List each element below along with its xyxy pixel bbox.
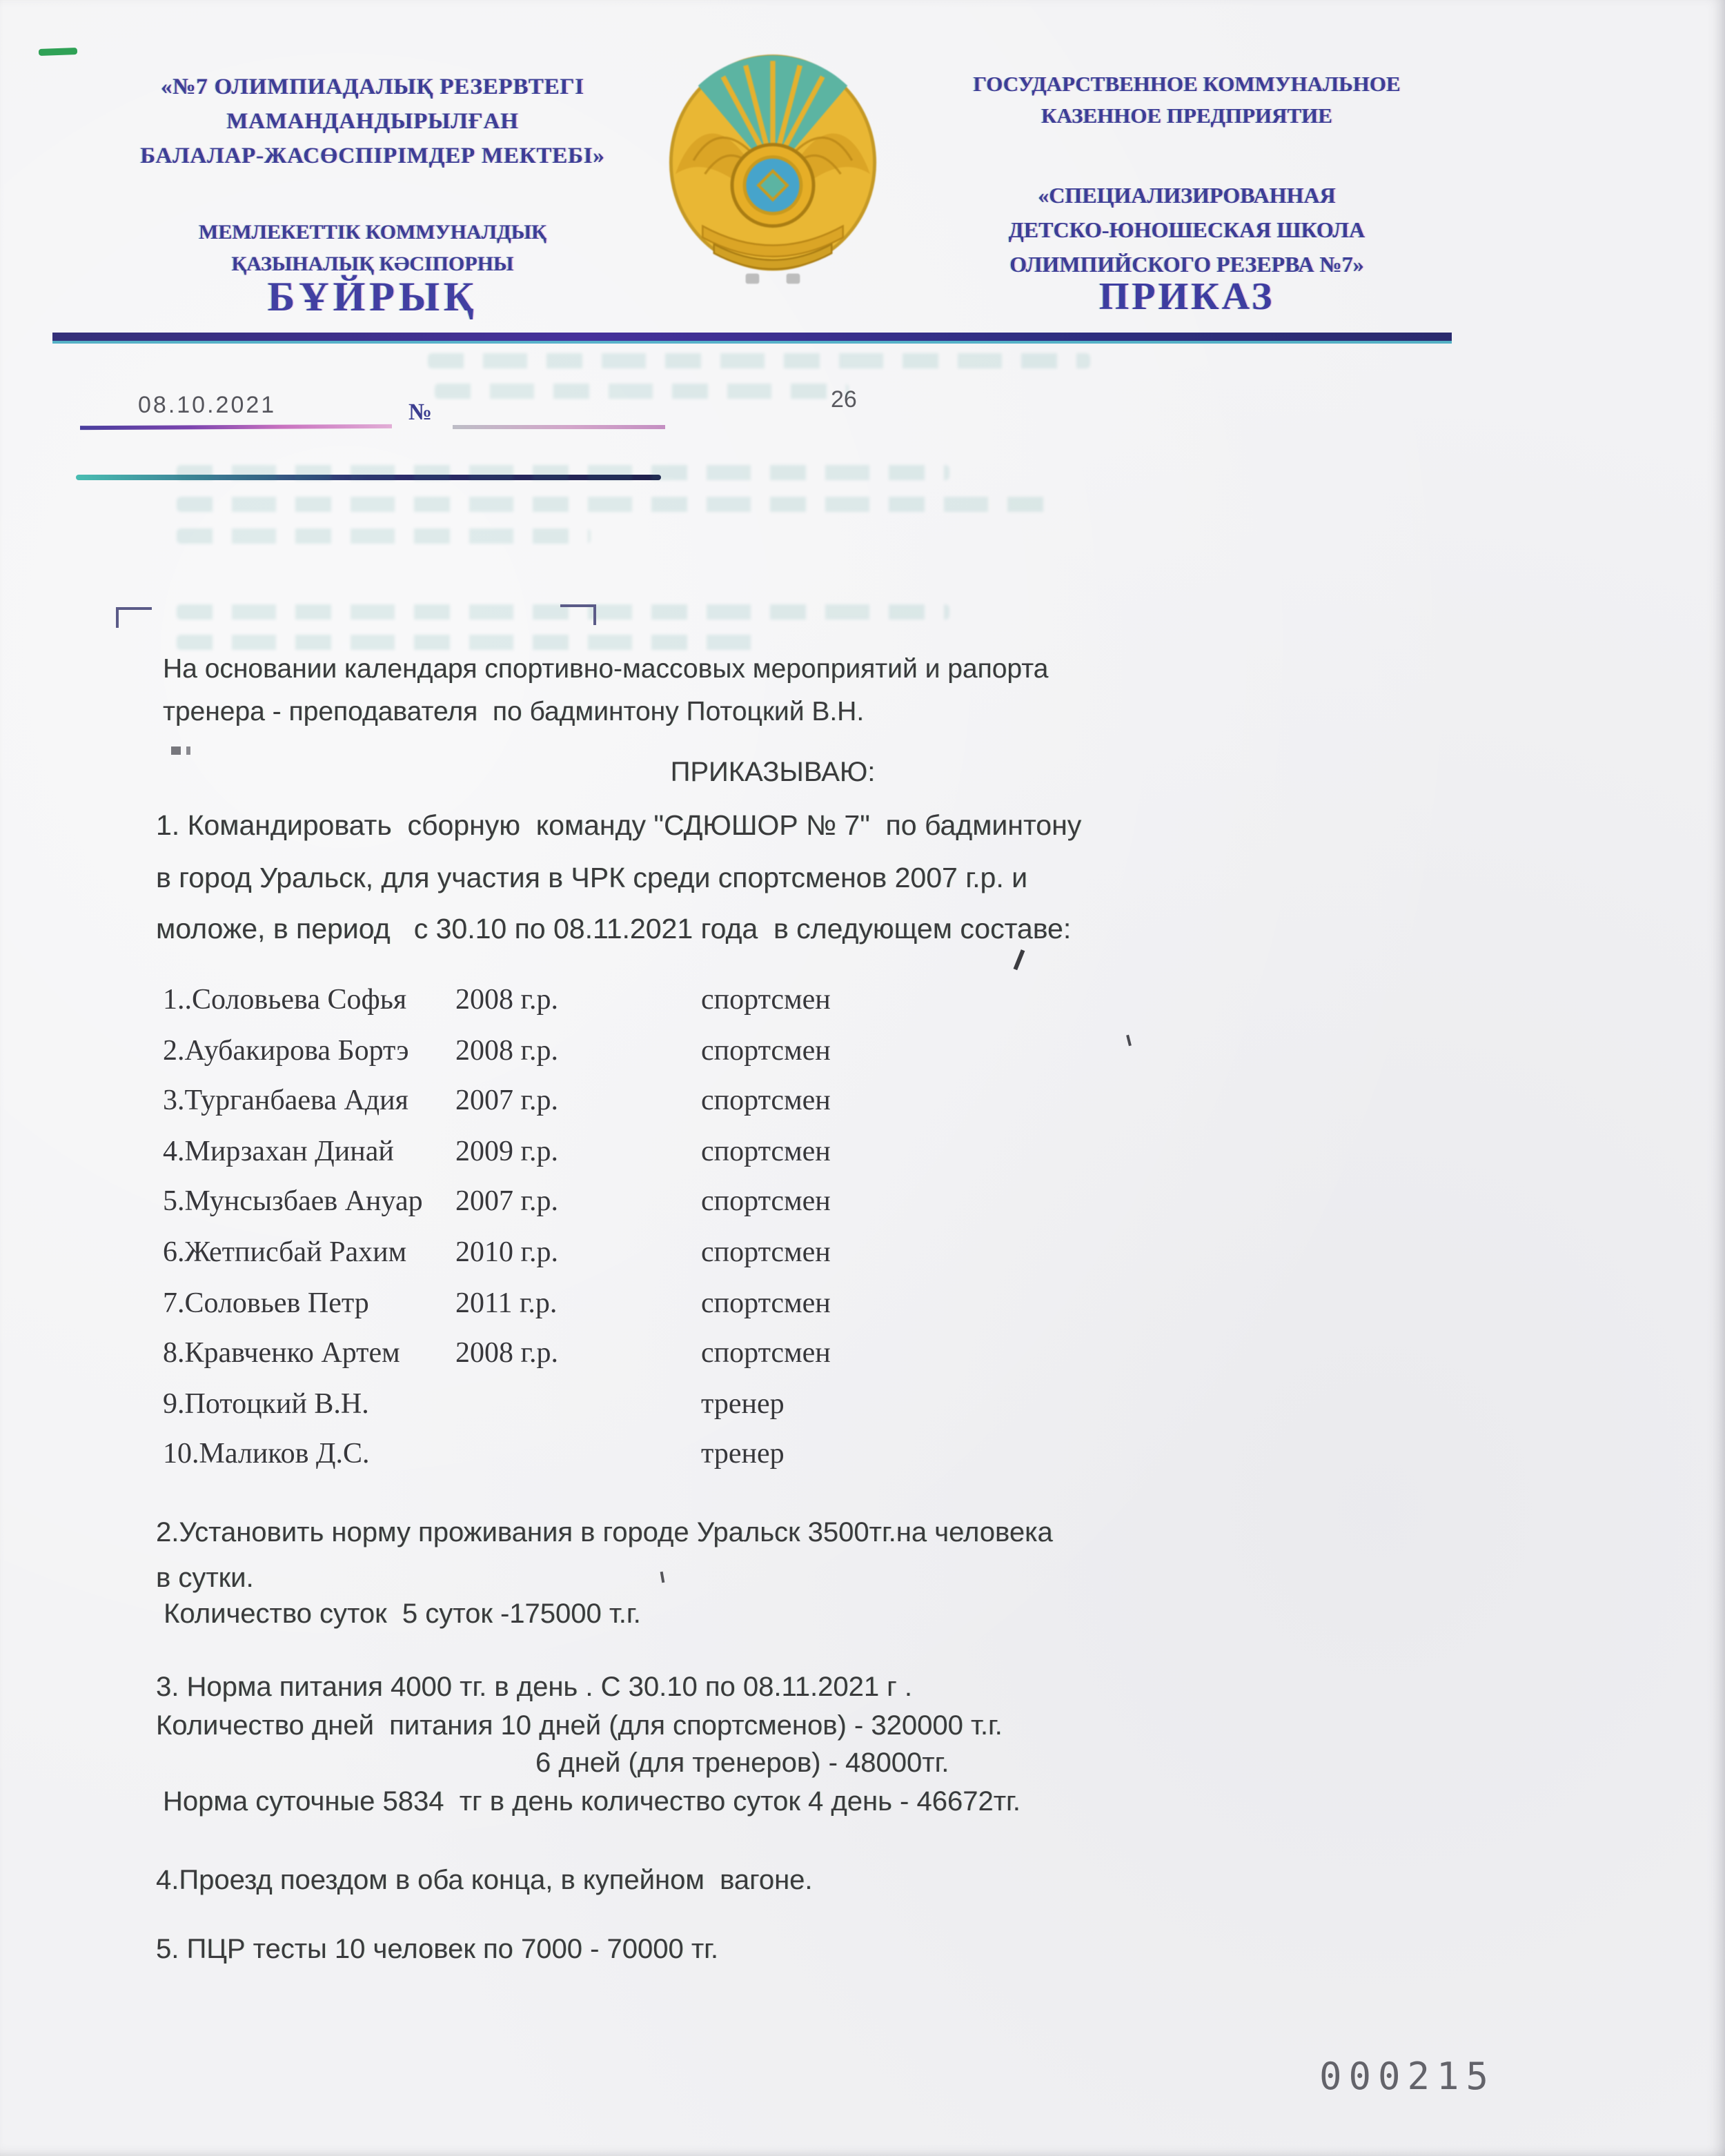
order-item-1-line: моложе, в период с 30.10 по 08.11.2021 года в следующем составе: <box>156 913 1072 945</box>
roster-row <box>163 1336 831 1386</box>
roster-name: 8.Кравченко Артем <box>163 1336 400 1369</box>
number-sign: № <box>408 399 433 425</box>
letterhead-left-org-line: МЕМЛЕКЕТТІК КОММУНАЛДЫҚ <box>199 222 546 244</box>
order-item-3-line: Количество дней питания 10 дней (для спортсменов) - 320000 т.г. <box>156 1711 1003 1741</box>
roster-role: спортсмен <box>701 1083 831 1117</box>
ghost-bleed-line <box>177 465 949 480</box>
letterhead-left-org <box>72 218 673 281</box>
ghost-bleed-line <box>435 384 849 399</box>
letterhead-left <box>72 69 673 172</box>
roster-role: тренер <box>701 1386 785 1420</box>
order-item-3-line: 3. Норма питания 4000 тг. в день . С 30.10 по 08.11.2021 г . <box>156 1672 912 1703</box>
roster-name: 3.Турганбаева Адия <box>163 1083 408 1117</box>
order-item-3-line: Норма суточные 5834 тг в день количество суток 4 день - 46672тг. <box>163 1787 1021 1817</box>
order-title-russian: ПРИКАЗ <box>1098 276 1275 319</box>
roster-role: спортсмен <box>701 1285 831 1319</box>
resolution-heading: ПРИКАЗЫВАЮ: <box>670 758 876 788</box>
roster-birth-year: 2011 г.р. <box>455 1285 558 1319</box>
roster-birth-year: 2008 г.р. <box>455 982 558 1016</box>
letterhead-right-line: КАЗЕННОЕ ПРЕДПРИЯТИЕ <box>1041 105 1332 128</box>
preamble-line: На основании календаря спортивно-массовых мероприятий и рапорта <box>163 654 1049 684</box>
order-item-2-line: Количество суток 5 суток -175000 т.г. <box>156 1599 641 1630</box>
order-item-5: 5. ПЦР тесты 10 человек по 7000 - 70000 тг. <box>156 1935 718 1965</box>
roster-birth-year: 2007 г.р. <box>455 1083 558 1117</box>
roster-role: спортсмен <box>701 1184 831 1218</box>
scan-artifact-green-dash <box>39 48 77 56</box>
roster-row <box>163 1033 831 1083</box>
order-title-kazakh: БҰЙРЫҚ <box>267 275 478 320</box>
roster-name: 4.Мирзахан Динай <box>163 1134 394 1167</box>
letterhead-left-line: «№7 ОЛИМПИАДАЛЫҚ РЕЗЕРВТЕГІ <box>161 73 584 99</box>
roster-name: 1..Соловьева Софья <box>163 982 407 1016</box>
kazakhstan-emblem-icon <box>660 44 886 293</box>
roster-name: 10.Маликов Д.С. <box>163 1436 370 1470</box>
ghost-bleed-line <box>177 497 1060 512</box>
order-item-2-line: в сутки. <box>156 1563 254 1594</box>
order-item-3-line: 6 дней (для тренеров) - 48000тг. <box>535 1748 949 1779</box>
letterhead-right-org <box>897 179 1477 283</box>
preamble-line: тренера - преподавателя по бадминтону Потоцкий В.Н. <box>163 697 865 727</box>
corner-mark-left <box>116 607 152 628</box>
roster-birth-year: 2009 г.р. <box>455 1134 558 1167</box>
date-underline <box>80 424 392 430</box>
letterhead-left-line: БАЛАЛАР-ЖАСӨСПІРІМДЕР МЕКТЕБІ» <box>140 142 605 168</box>
roster-row <box>163 1387 831 1437</box>
roster-role: спортсмен <box>701 1336 831 1369</box>
roster-name: 9.Потоцкий В.Н. <box>163 1386 369 1420</box>
roster-birth-year: 2008 г.р. <box>455 1336 558 1369</box>
roster-row <box>163 1185 831 1235</box>
letterhead-right-org-line: ОЛИМПИЙСКОГО РЕЗЕРВА №7» <box>1009 254 1364 277</box>
roster-role: спортсмен <box>701 982 831 1016</box>
page-number-stamp: 000215 <box>1319 2056 1496 2099</box>
roster-name: 5.Мунсызбаев Ануар <box>163 1184 423 1218</box>
roster-role: спортсмен <box>701 1033 831 1067</box>
ghost-bleed-line <box>177 635 756 650</box>
letterhead-right-org-line: ДЕТСКО-ЮНОШЕСКАЯ ШКОЛА <box>1008 219 1366 243</box>
roster-row <box>163 1235 831 1285</box>
order-date: 08.10.2021 <box>138 392 277 418</box>
roster-row <box>163 1083 831 1134</box>
header-divider-rule <box>52 333 1452 344</box>
order-item-2-line: 2.Установить норму проживания в городе Уральск 3500тг.на человека <box>156 1518 1053 1548</box>
order-item-4: 4.Проезд поездом в оба конца, в купейном вагоне. <box>156 1866 813 1896</box>
order-item-1-line: в город Уральск, для участия в ЧРК среди спортсменов 2007 г.р. и <box>156 862 1028 893</box>
number-underline <box>453 425 665 429</box>
order-preamble <box>163 649 1156 734</box>
pen-tick-mark <box>660 1572 665 1583</box>
roster-role: спортсмен <box>701 1234 831 1268</box>
ghost-bleed-line <box>177 528 591 544</box>
letterhead-left-line: МАМАНДАНДЫРЫЛҒАН <box>226 108 519 134</box>
letterhead-right <box>897 69 1477 132</box>
roster-role: спортсмен <box>701 1134 831 1167</box>
corner-mark-right <box>560 604 596 625</box>
roster-birth-year: 2007 г.р. <box>455 1184 558 1218</box>
order-item-1 <box>156 800 1232 956</box>
pen-tick-mark <box>1126 1035 1132 1046</box>
roster-row <box>163 1134 831 1185</box>
roster-row <box>163 1285 831 1336</box>
order-number: 26 <box>831 386 857 413</box>
roster-row <box>163 1437 831 1487</box>
roster-name: 7.Соловьев Петр <box>163 1285 369 1319</box>
ghost-bleed-line <box>428 353 1090 368</box>
roster-birth-year: 2010 г.р. <box>455 1234 558 1268</box>
roster-name: 2.Аубакирова Бортэ <box>163 1033 409 1067</box>
roster-row <box>163 982 831 1033</box>
pen-mark <box>171 746 196 755</box>
letterhead-left-org-line: ҚАЗЫНАЛЫҚ КӘСІПОРНЫ <box>231 254 514 276</box>
kazakhstan-emblem-graphic <box>660 44 886 293</box>
roster-role: тренер <box>701 1436 785 1470</box>
letterhead-right-line: ГОСУДАРСТВЕННОЕ КОММУНАЛЬНОЕ <box>973 73 1401 97</box>
roster-birth-year: 2008 г.р. <box>455 1033 558 1067</box>
team-roster-table <box>163 982 831 1487</box>
letterhead-right-org-line: «СПЕЦИАЛИЗИРОВАННАЯ <box>1038 185 1336 208</box>
roster-name: 6.Жетписбай Рахим <box>163 1234 407 1268</box>
order-item-1-line: 1. Командировать сборную команду "СДЮШОР № 7" по бадминтону <box>156 810 1082 842</box>
